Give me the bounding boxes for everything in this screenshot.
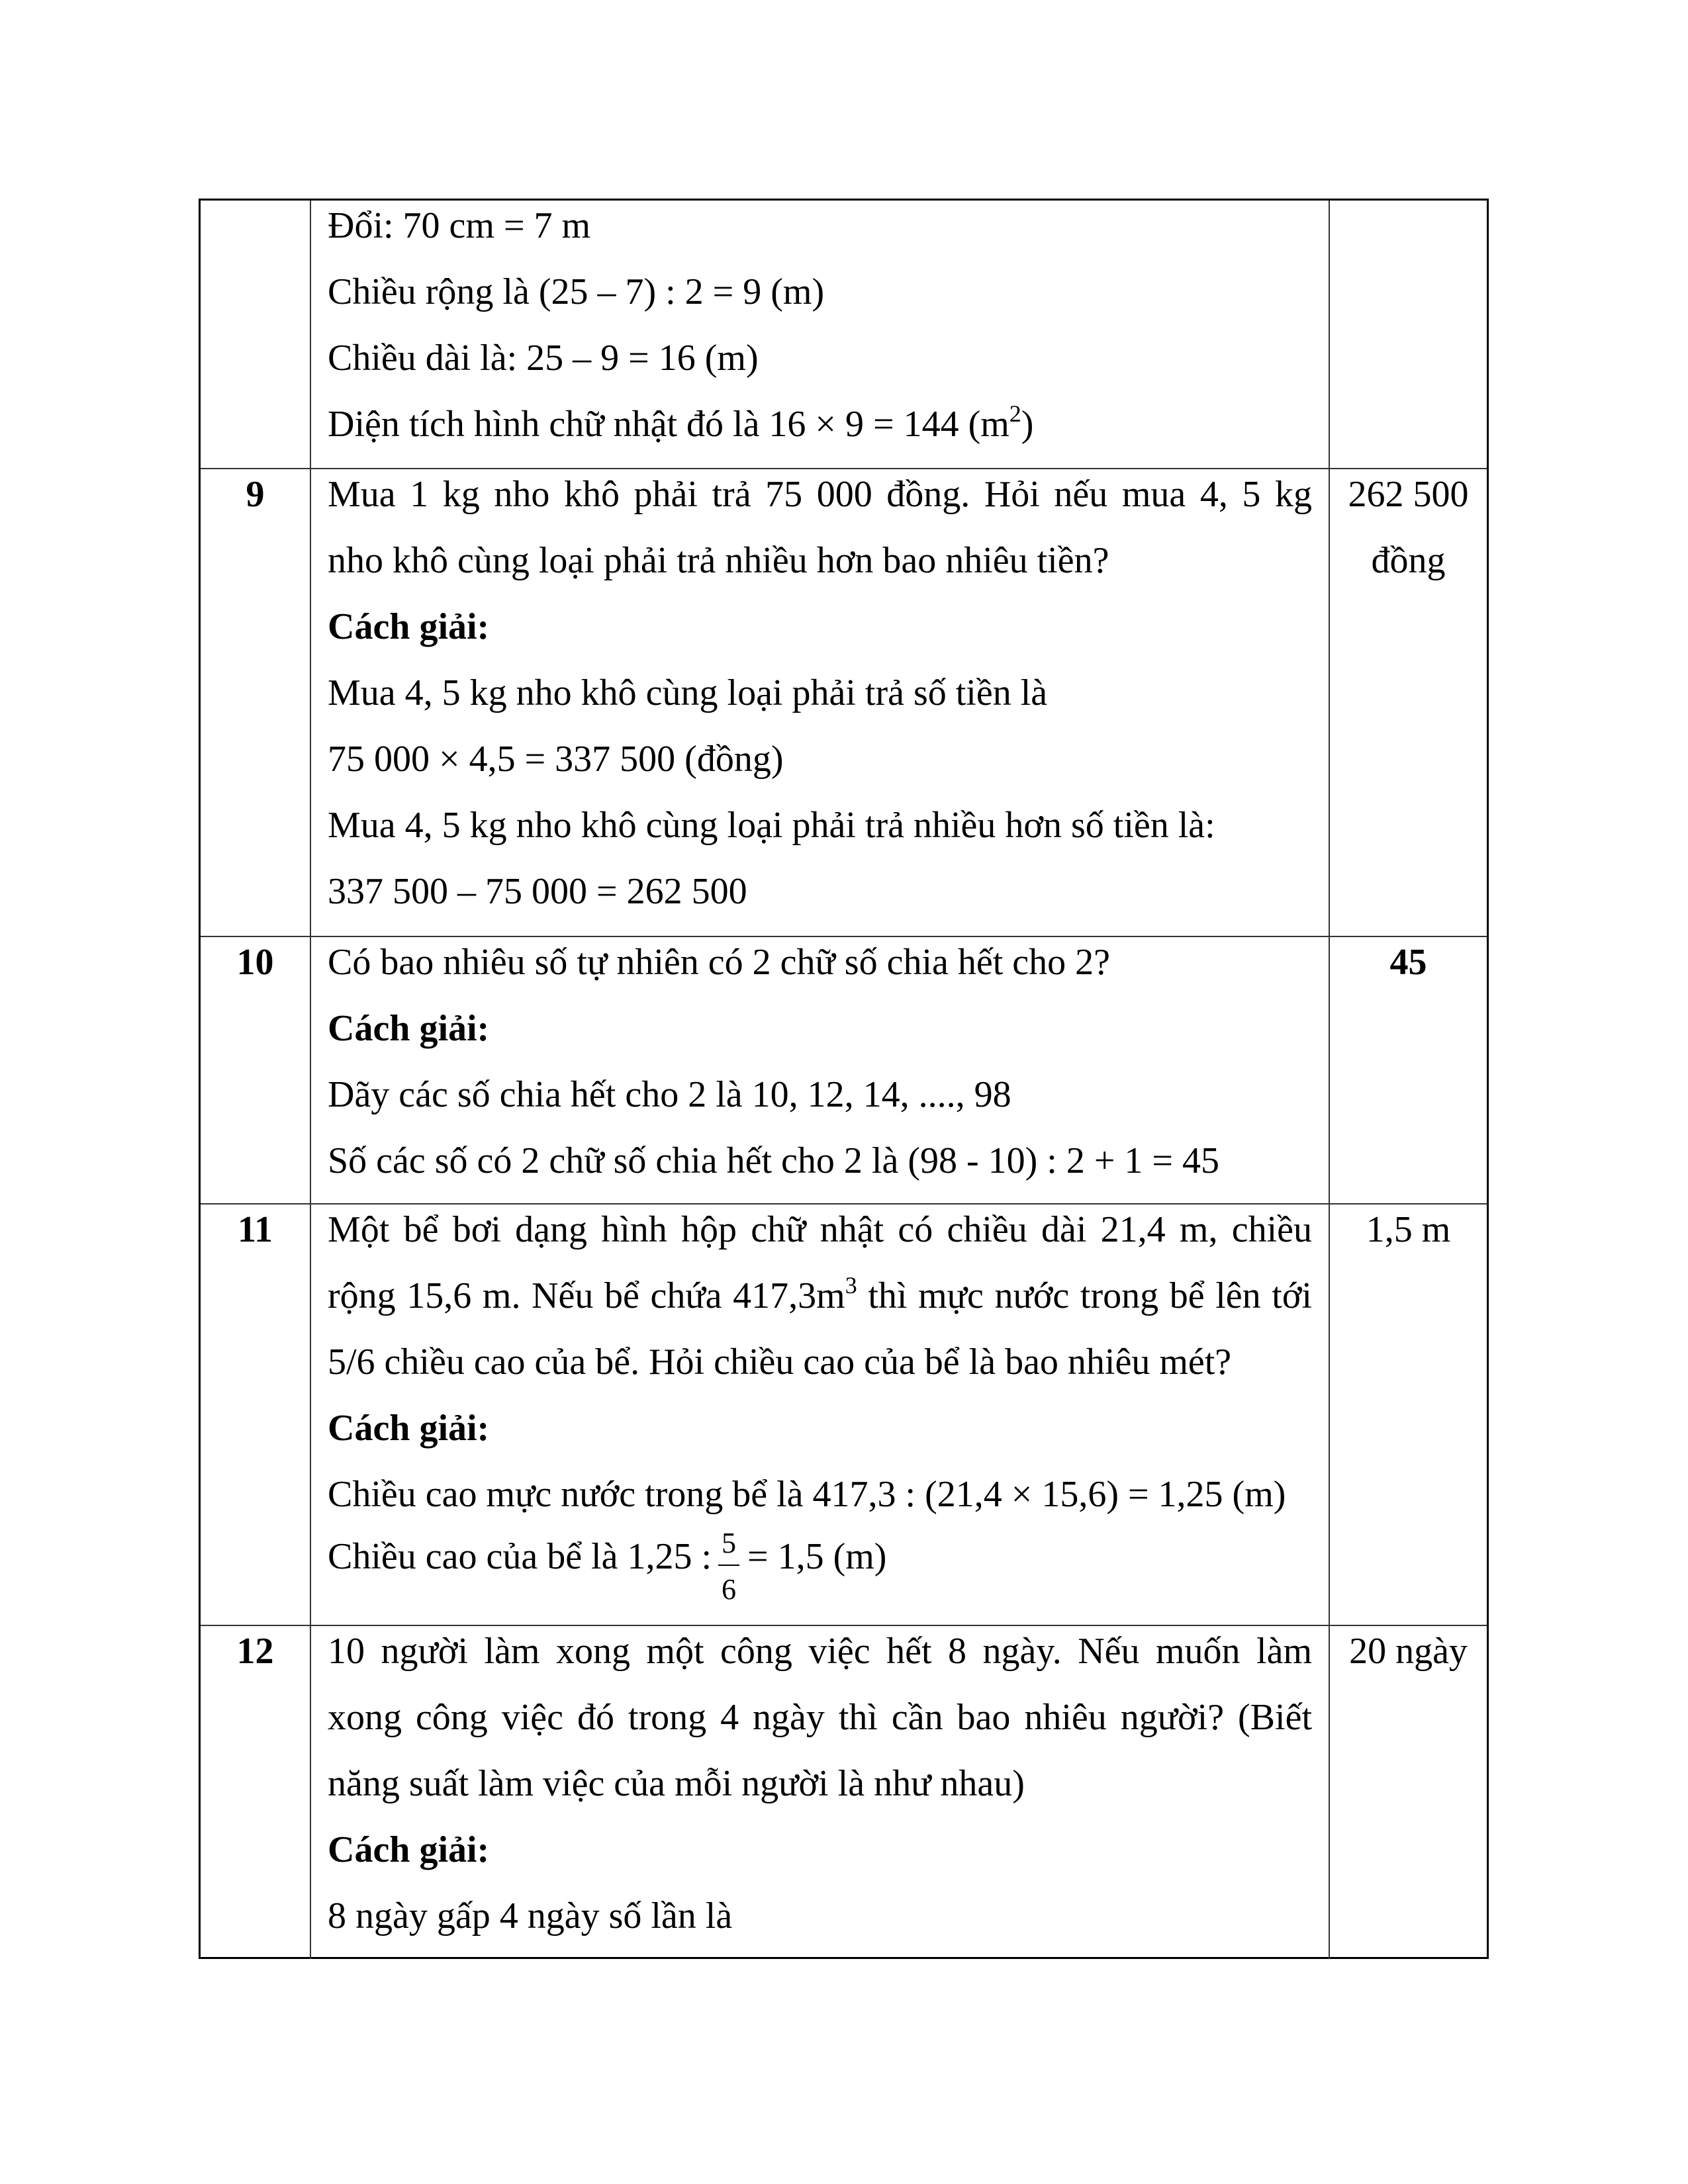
answer-text: 20 ngày — [1349, 1631, 1468, 1672]
answer-text: 1,5 m — [1366, 1209, 1451, 1250]
solution-line: Dãy các số chia hết cho 2 là 10, 12, 14, ...., 98 — [328, 1074, 1011, 1115]
line-text: = 1,5 (m) — [747, 1536, 887, 1577]
answer-cell — [1330, 201, 1487, 468]
solution-line: Đổi: 70 cm = 7 m — [328, 205, 591, 246]
question-content-cell — [311, 469, 1330, 936]
fraction-bar — [718, 1565, 739, 1566]
solution-line: Chiều dài là: 25 – 9 = 16 (m) — [328, 338, 759, 379]
fraction — [716, 1524, 742, 1606]
answer-cell — [1330, 937, 1487, 1203]
answer-cell — [1330, 1205, 1487, 1625]
solution-line: Mua 4, 5 kg nho khô cùng loại phải trả nhiều hơn số tiền là: — [328, 805, 1215, 846]
table-row — [201, 201, 1487, 468]
fraction-numerator: 5 — [722, 1527, 737, 1559]
table-row — [201, 1625, 1487, 1959]
solution-table — [199, 199, 1489, 1959]
question-content-cell — [311, 937, 1330, 1203]
fraction-denominator: 6 — [722, 1573, 737, 1606]
solution-line: Số các số có 2 chữ số chia hết cho 2 là (98 - 10) : 2 + 1 = 45 — [328, 1140, 1219, 1181]
line-text: ) — [1021, 404, 1034, 445]
question-text-line — [328, 1263, 1312, 1329]
solution-heading: Cách giải: — [328, 606, 490, 647]
line-text: Diện tích hình chữ nhật đó là 16 × 9 = 144 (m — [328, 404, 1009, 445]
solution-line — [328, 391, 1312, 457]
line-text: rộng 15,6 m. Nếu bể chứa 417,3m — [328, 1275, 845, 1316]
question-text-line: 10 người làm xong một công việc hết 8 ngày. Nếu muốn làm — [328, 1631, 1312, 1672]
question-text-line: xong công việc đó trong 4 ngày thì cần bao nhiêu người? (Biết — [328, 1697, 1312, 1738]
answer-cell — [1330, 469, 1487, 936]
answer-text: đồng — [1371, 540, 1446, 581]
question-text-line: năng suất làm việc của mỗi người là như nhau) — [328, 1763, 1025, 1804]
answer-text: 262 500 — [1348, 474, 1469, 515]
solution-heading: Cách giải: — [328, 1408, 490, 1449]
question-content-cell — [311, 1626, 1330, 1959]
question-number-cell — [201, 201, 311, 468]
question-text-line: nho khô cùng loại phải trả nhiều hơn bao nhiêu tiền? — [328, 540, 1109, 581]
solution-line: Chiều cao mực nước trong bể là 417,3 : (21,4 × 15,6) = 1,25 (m) — [328, 1474, 1286, 1515]
question-number — [201, 193, 310, 259]
question-number-cell — [201, 1626, 311, 1959]
solution-line: Mua 4, 5 kg nho khô cùng loại phải trả số tiền là — [328, 672, 1048, 713]
solution-heading: Cách giải: — [328, 1829, 490, 1870]
line-text: thì mực nước trong bể lên tới — [857, 1275, 1312, 1316]
table-row — [201, 936, 1487, 1203]
question-text-line: Mua 1 kg nho khô phải trả 75 000 đồng. Hỏi nếu mua 4, 5 kg — [328, 474, 1312, 515]
question-text-line: 5/6 chiều cao của bể. Hỏi chiều cao của bể là bao nhiêu mét? — [328, 1342, 1232, 1383]
solution-line — [328, 1524, 1312, 1606]
question-number: 11 — [238, 1209, 273, 1250]
question-content-cell — [311, 201, 1330, 468]
question-text-line: Có bao nhiêu số tự nhiên có 2 chữ số chia hết cho 2? — [328, 942, 1110, 983]
solution-line: 8 ngày gấp 4 ngày số lần là — [328, 1895, 733, 1936]
answer-cell — [1330, 1626, 1487, 1959]
table-row — [201, 468, 1487, 936]
table-row — [201, 1203, 1487, 1625]
question-content-cell — [311, 1205, 1330, 1625]
question-number-cell — [201, 469, 311, 936]
question-text-line: Một bể bơi dạng hình hộp chữ nhật có chiều dài 21,4 m, chiều — [328, 1209, 1312, 1250]
solution-line: 75 000 × 4,5 = 337 500 (đồng) — [328, 739, 784, 780]
line-text: Chiều cao của bể là 1,25 : — [328, 1536, 712, 1577]
superscript: 2 — [1009, 400, 1021, 427]
answer-text: 45 — [1389, 942, 1427, 983]
question-number: 9 — [246, 474, 265, 515]
question-number-cell — [201, 937, 311, 1203]
solution-line: Chiều rộng là (25 – 7) : 2 = 9 (m) — [328, 271, 825, 312]
solution-heading: Cách giải: — [328, 1008, 490, 1049]
solution-line: 337 500 – 75 000 = 262 500 — [328, 871, 747, 912]
superscript: 3 — [845, 1272, 857, 1298]
question-number-cell — [201, 1205, 311, 1625]
question-number: 12 — [236, 1631, 274, 1672]
question-number: 10 — [236, 942, 274, 983]
